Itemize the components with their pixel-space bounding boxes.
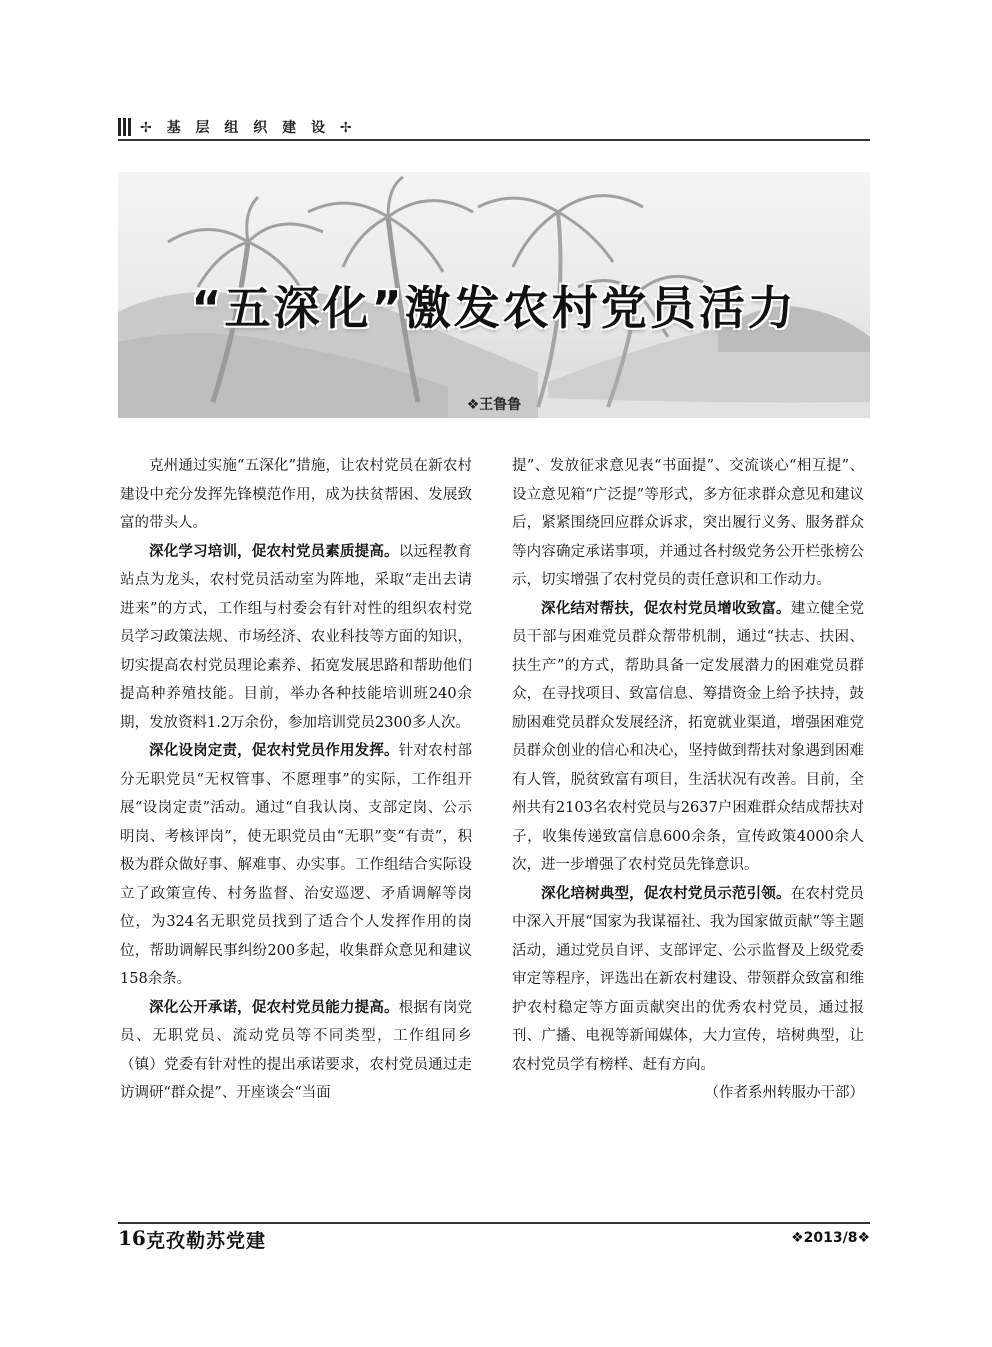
journal-name: 克孜勒苏党建: [146, 1230, 267, 1252]
page-number: 16: [118, 1226, 146, 1250]
section-bars-decoration: [118, 118, 133, 140]
paragraph-lead: 深化培树典型，促农村党员示范引领。: [541, 885, 791, 902]
article-byline: ❖王鲁鲁: [466, 397, 522, 413]
paragraph-text: 提”、发放征求意见表“书面提”、交流谈心“相互提”、设立意见箱“广泛提”等形式，多方征求群众意见和建议后，紧紧围绕回应群众诉求，突出履行义务、服务群众等内容确定承诺事项，并通过各村级党务公开栏张榜公示，切实增强了农村党员的责任意识和工作动力。: [512, 458, 864, 588]
paragraph-study-training: [120, 538, 472, 738]
paragraph-post-duty: [120, 737, 472, 994]
paragraph-commitment-continued: [512, 452, 864, 595]
section-header: [118, 114, 870, 140]
paragraph-lead: 深化设岗定责，促农村党员作用发挥。: [149, 743, 399, 759]
paragraph-role-models: [512, 880, 864, 1108]
paragraph-text: 根据有岗党员、无职党员、流动党员等不同类型，工作组同乡（镇）党委有针对性的提出承诺要求，农村党员通过走访调研“群众提”、开座谈会“当面: [120, 999, 473, 1101]
paragraph-text: 克州通过实施“五深化”措施，让农村党员在新农村建设中充分发挥先锋模范作用，成为扶贫帮困、发展致富的带头人。: [120, 458, 472, 531]
left-column: [120, 452, 472, 1108]
paragraph-text: 针对农村部分无职党员“无权管事、不愿理事”的实际，工作组开展“设岗定责”活动。通过“自我认岗、支部定岗、公示明岗、考核评岗”，使无职党员由“无职”变“有责”，积极为群众做好事、解难事、办实事。工作组结合实际设立了政策宣传、村务监督、治安巡逻、矛盾调解等岗位，为324名无职党员找到了适合个人发挥作用的岗位，帮助调解民事纠纷200多起，收集群众意见和建议158余条。: [120, 743, 473, 987]
paragraph-lead: 深化公开承诺，促农村党员能力提高。: [149, 999, 399, 1016]
title-banner: [118, 172, 870, 418]
paragraph-intro: [120, 452, 472, 538]
paragraph-lead: 深化学习培训，促农村党员素质提高。: [149, 543, 399, 560]
paragraph-text: 在农村党员中深入开展“国家为我谋福社、我为国家做贡献”等主题活动，通过党员自评、支部评定、公示监督及上级党委审定等程序，评选出在新农村建设、带领群众致富和维护农村稳定等方面贡献突出的优秀农村党员，通过报刊、广播、电视等新闻媒体，大力宣传，培树典型，让农村党员学有榜样、赶有方向。: [512, 885, 865, 1073]
author-note: （作者系州转服办干部）: [704, 1085, 864, 1101]
section-rule: [118, 139, 870, 141]
paragraph-text: 以远程教育站点为龙头，农村党员活动室为阵地，采取“走出去请进来”的方式，工作组与村委会有针对性的组织农村党员学习政策法规、市场经济、农业科技等方面的知识，切实提高农村党员理论素养、拓宽发展思路和帮助他们提高种养殖技能。目前，举办各种技能培训班240余期，发放资料1.2万余份，参加培训党员2300多人次。: [120, 543, 473, 731]
section-title: ✢ 基 层 组 织 建 设 ✢: [140, 120, 357, 136]
issue-date: ❖2013/8❖: [791, 1230, 870, 1246]
paragraph-lead: 深化结对帮扶，促农村党员增收致富。: [541, 600, 791, 617]
article-title: “五深化”激发农村党员活力: [191, 281, 797, 335]
right-column: [512, 452, 864, 1108]
paragraph-text: 建立健全党员干部与困难党员群众帮带机制，通过“扶志、扶困、扶生产”的方式，帮助具备一定发展潜力的困难党员群众，在寻找项目、致富信息、筹措资金上给予扶持，鼓励困难党员群众发展经济，拓宽就业渠道，增强困难党员群众创业的信心和决心，坚持做到帮扶对象遇到困难有人管，脱贫致富有项目，生活状况有改善。目前，全州共有2103名农村党员与2637户困难群众结成帮扶对子，收集传递致富信息600余条，宣传政策4000余人次，进一步增强了农村党员先锋意识。: [512, 600, 865, 873]
footer-rule: [118, 1222, 870, 1224]
paragraph-public-commitment: [120, 994, 472, 1108]
paragraph-paired-assistance: [512, 595, 864, 880]
